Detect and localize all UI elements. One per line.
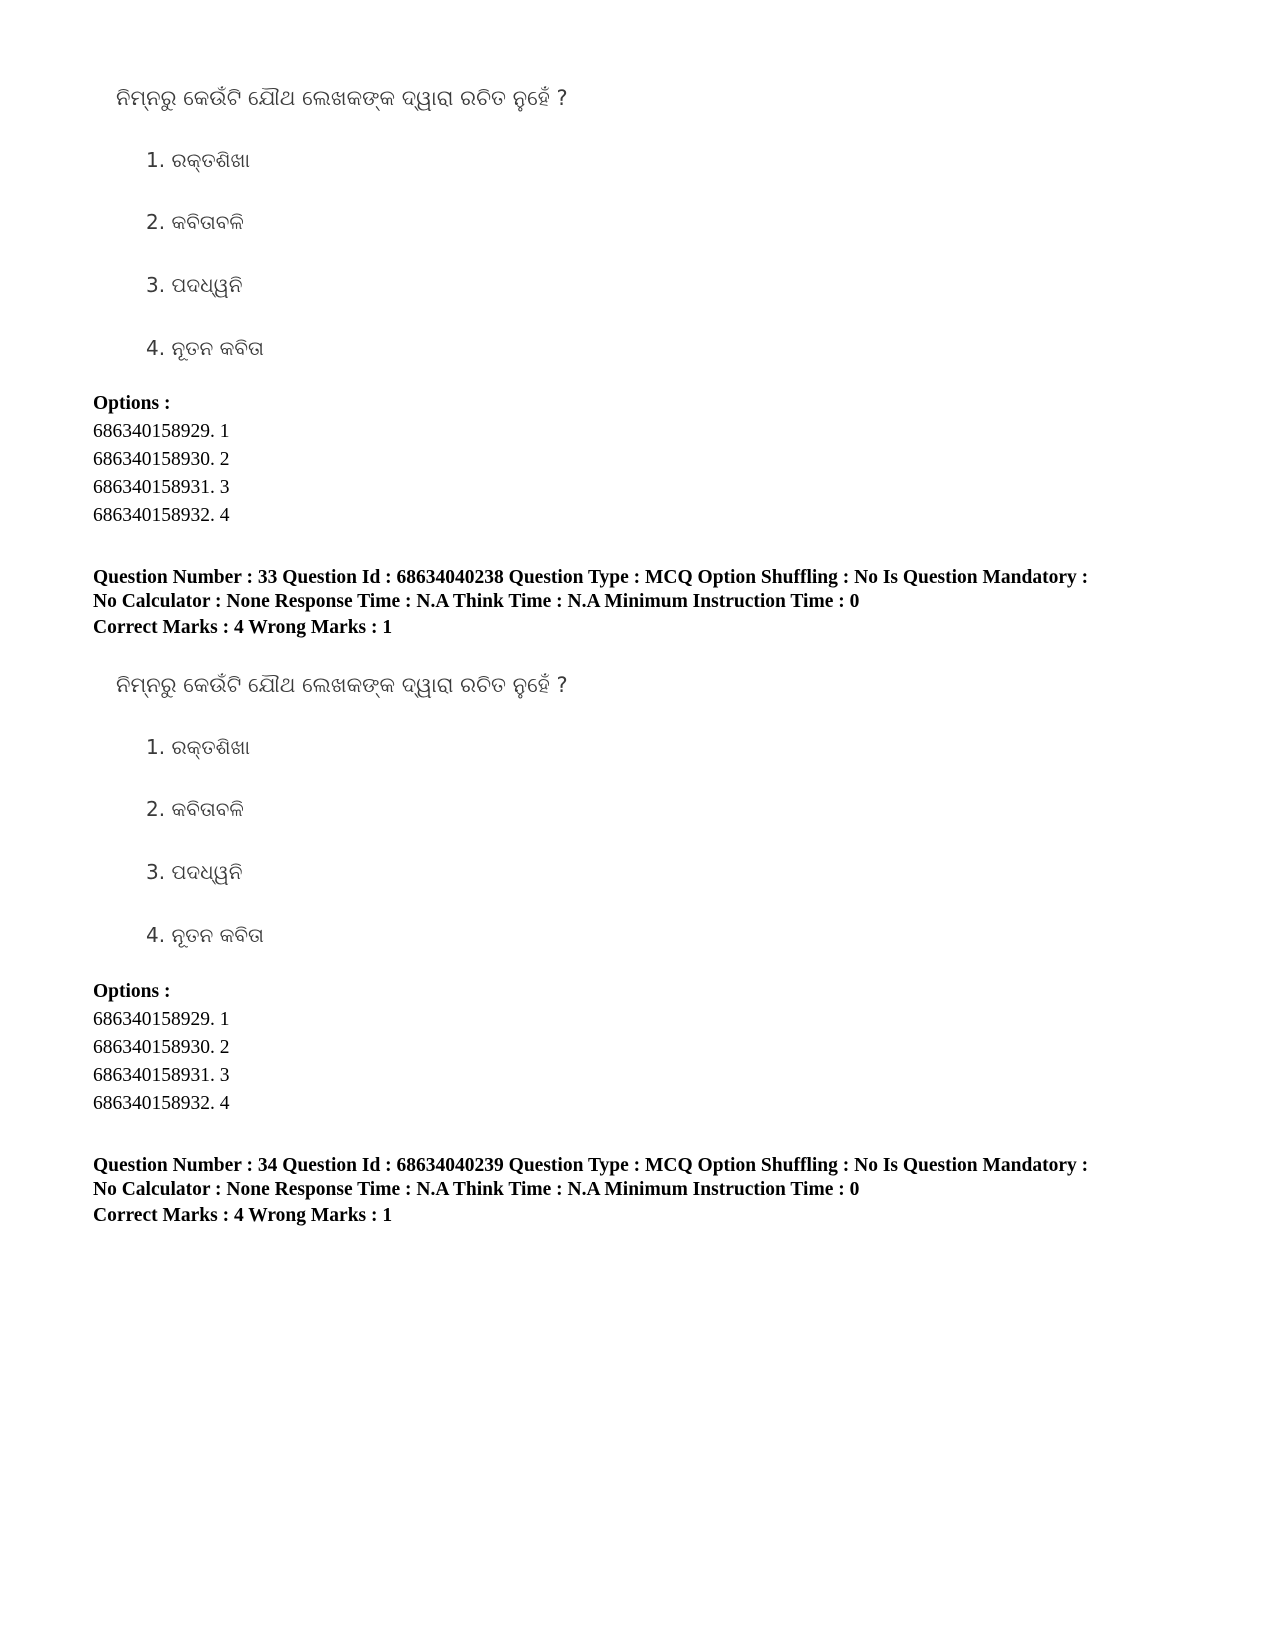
option-line: 686340158930. 2 (93, 449, 230, 470)
option-line: 686340158929. 1 (93, 1009, 230, 1030)
question-meta-line: No Calculator : None Response Time : N.A Think Time : N.A Minimum Instruction Time : 0 (93, 591, 860, 612)
question-meta (93, 566, 1213, 614)
choice-item: 2. କବିତାବଳି (146, 797, 244, 821)
options-label: Options : (93, 393, 171, 414)
option-line: 686340158932. 4 (93, 505, 230, 526)
option-line: 686340158931. 3 (93, 477, 230, 498)
question-stem: ନିମ୍ନରୁ କେଉଁଟି ଯୌଥ ଲେଖକଙ୍କ ଦ୍ୱାରା ରଚିତ ନୁହେଁ ? (116, 673, 568, 697)
question-meta-line: Question Number : 33 Question Id : 68634040238 Question Type : MCQ Option Shuffling : No Is Question Mandatory : (93, 567, 1089, 588)
choice-item: 4. ନୂତନ କବିତା (146, 923, 264, 947)
choice-item: 3. ପଦଧ୍ୱନି (146, 273, 243, 297)
marks-line: Correct Marks : 4 Wrong Marks : 1 (93, 617, 393, 638)
question-stem: ନିମ୍ନରୁ କେଉଁଟି ଯୌଥ ଲେଖକଙ୍କ ଦ୍ୱାରା ରଚିତ ନୁହେଁ ? (116, 86, 568, 110)
choice-item: 4. ନୂତନ କବିତା (146, 336, 264, 360)
question-meta-line: Question Number : 34 Question Id : 68634040239 Question Type : MCQ Option Shuffling : No Is Question Mandatory : (93, 1155, 1089, 1176)
choice-item: 2. କବିତାବଳି (146, 210, 244, 234)
choice-item: 3. ପଦଧ୍ୱନି (146, 860, 243, 884)
question-meta (93, 1154, 1213, 1202)
option-line: 686340158929. 1 (93, 421, 230, 442)
options-label: Options : (93, 981, 171, 1002)
options-block (93, 978, 1213, 1118)
choice-item: 1. ରକ୍ତଶିଖା (146, 148, 251, 172)
question-meta-line: No Calculator : None Response Time : N.A Think Time : N.A Minimum Instruction Time : 0 (93, 1179, 860, 1200)
option-line: 686340158931. 3 (93, 1065, 230, 1086)
marks-line: Correct Marks : 4 Wrong Marks : 1 (93, 1205, 393, 1226)
choice-item: 1. ରକ୍ତଶିଖା (146, 735, 251, 759)
option-line: 686340158930. 2 (93, 1037, 230, 1058)
options-block (93, 390, 1213, 530)
option-line: 686340158932. 4 (93, 1093, 230, 1114)
